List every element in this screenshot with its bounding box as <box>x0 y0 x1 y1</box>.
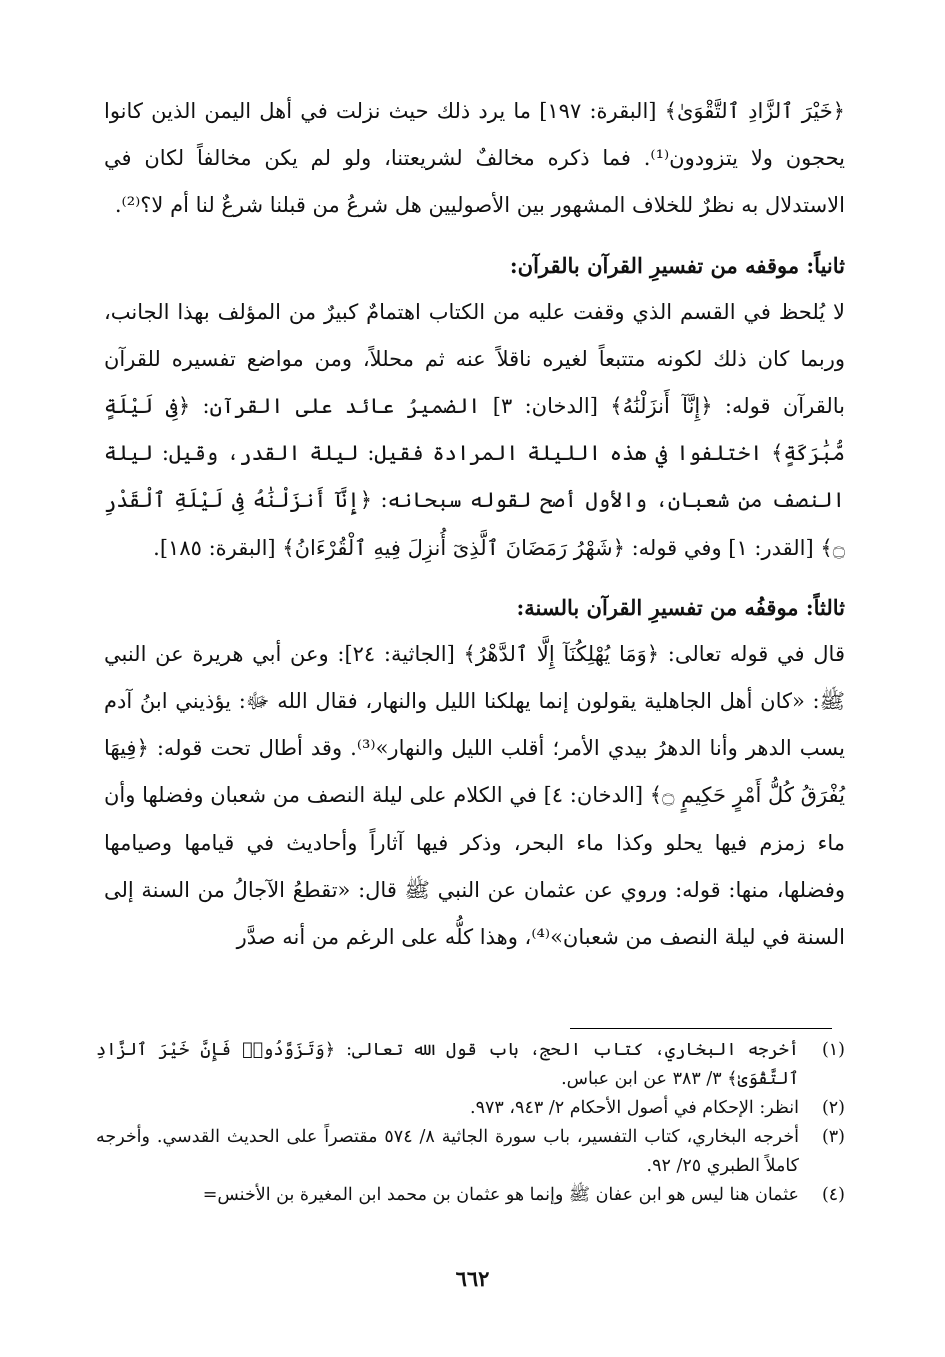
footnote-number: (٣) <box>821 1127 845 1147</box>
footnote-text: أخرجه البخاري، كتاب التفسير، باب سورة الجاثية ٨/ ٥٧٤ مقتصراً على الحديث القدسي. وأخرجه كاملاً الطبري ٢٥/ ٩٢. <box>96 1127 799 1176</box>
section-heading-quran-by-sunnah: ثالثاً: موقفُه من تفسيرِ القرآن بالسنة: <box>516 594 845 620</box>
page-number: ٦٦٢ <box>455 1266 490 1291</box>
spacer <box>104 230 845 238</box>
footnote <box>96 1123 845 1181</box>
footnotes <box>96 1036 845 1210</box>
footnote-text: أخرجه البخاري، كتاب الحج، باب قول الله تعالى: ﴿وَتَزَوَّدُوا۟ فَإِنَّ خَيْرَ ٱلزَّادِ ٱلتَّقْوَىٰ﴾ ٣/ ٣٨٣ عن ابن عباس. <box>96 1040 799 1089</box>
footnote-text: عثمان هنا ليس هو ابن عفان ﷺ وإنما هو عثمان بن محمد ابن المغيرة بن الأخنس= <box>202 1185 799 1205</box>
footnote-number: (٤) <box>821 1185 845 1205</box>
paragraph-quran-by-sunnah: قال في قوله تعالى: ﴿وَمَا يُهْلِكُنَآ إِلَّا ٱلدَّهْرُ﴾ [الجاثية: ٢٤]: وعن أبي هريرة عن النبي ﷺ: «كان أهل الجاهلية يقولون إنما يهلكنا الليل والنهار، فقال الله ﷻ: يؤذيني ابنُ آدم يسب الدهر وأنا الدهرُ بيدي الأمر؛ أقلب الليل والنهار»⁽³⁾. وقد أطال تحت قوله: ﴿فِيهَا يُفْرَقُ كُلُّ أَمْرٍ حَكِيمٍ ۝﴾ [الدخان: ٤] في الكلام على ليلة النصف من شعبان وفضلها وأن ماء زمزم فيها يحلو وكذا ماء البحر، وذكر فيها آثاراً وأحاديث في قيامها وصيامها وفضلها، منها: قوله: وروي عن عثمان عن النبي ﷺ قال: «تقطعُ الآجالُ من السنة إلى السنة في ليلة النصف من شعبان»⁽⁴⁾، وهذا كلُّه على الرغم من أنه صدَّر <box>104 641 846 950</box>
spacer <box>104 572 845 580</box>
footnote <box>96 1181 845 1210</box>
footnote <box>96 1036 845 1094</box>
footnote-number: (٢) <box>821 1098 845 1118</box>
paragraph-quran-by-quran: لا يُلحظ في القسم الذي وقفت عليه من الكتاب اهتمامٌ كبيرٌ من المؤلف بهذا الجانب، وربما كان ذلك لكونه متتبعاً لغيره ناقلاً عنه ثم محللاً، ومن مواضع تفسيره للقرآن بالقرآن قوله: ﴿إِنَّآ أَنزَلْنَٰهُ﴾ [الدخان: ٣] الضميرُ عائد على القرآن: ﴿فِى لَيْلَةٍ مُّبَٰرَكَةٍ﴾ اختلفوا في هذه الليلة المرادة فقيل: ليلة القدر، وقيل: ليلة النصف من شعبان، والأول أصح لقوله سبحانه: ﴿إِنَّآ أَنزَلْنَٰهُ فِى لَيْلَةِ ٱلْقَدْرِ ۝﴾ [القدر: ١] وفي قوله: ﴿شَهْرُ رَمَضَانَ ٱلَّذِىٓ أُنزِلَ فِيهِ ٱلْقُرْءَانُ﴾ [البقرة: ١٨٥]. <box>104 299 845 560</box>
footnote-text: انظر: الإحكام في أصول الأحكام ٢/ ٩٤٣، ٩٧٣. <box>470 1098 799 1118</box>
paragraph-intro: ﴿خَيْرَ ٱلزَّادِ ٱلتَّقْوَىٰ﴾ [البقرة: ١٩٧] ما يرد ذلك حيث نزلت في أهل اليمن الذين كانوا يحجون ولا يتزودون⁽¹⁾. فما ذكره مخالفٌ لشريعتنا، ولو لم يكن مخالفاً لكان في الاستدلال به نظرٌ للخلاف المشهور بين الأصوليين هل شرعُ من قبلنا شرعٌ لنا أم لا؟⁽²⁾. <box>104 99 845 218</box>
footnote <box>96 1094 845 1123</box>
section-heading-quran-by-quran: ثانياً: موقفه من تفسيرِ القرآن بالقرآن: <box>509 252 845 278</box>
footnote-separator <box>570 1028 832 1029</box>
footnote-number: (١) <box>821 1040 845 1060</box>
